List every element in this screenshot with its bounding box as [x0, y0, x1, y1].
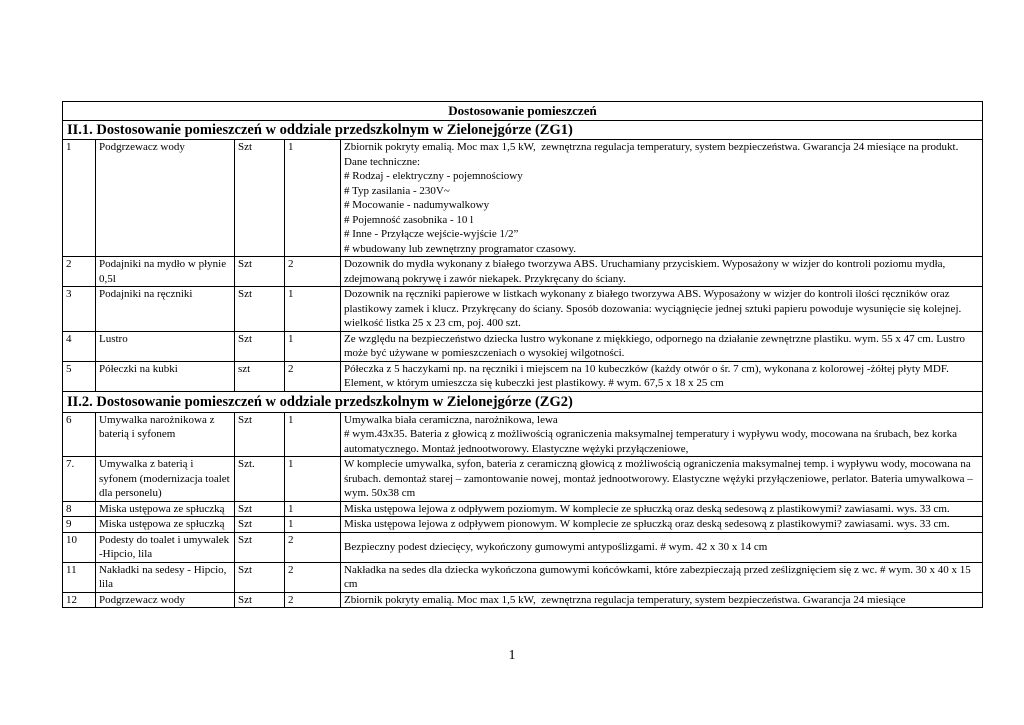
table-row	[63, 592, 983, 608]
description-line: # Mocowanie - nadumywalkowy	[344, 199, 490, 211]
item-unit: Szt	[235, 562, 285, 592]
description-line: # Pojemność zasobnika - 10 l	[344, 213, 474, 226]
item-unit: Szt	[235, 592, 285, 608]
row-number: 5	[63, 361, 96, 391]
description-line: Miska ustępowa lejowa z odpływem pionowym. W komplecie ze spłuczką oraz deską sedesową z plastikowymi? zawiasami. wys. 33 cm.	[344, 518, 950, 530]
item-unit: Szt	[235, 532, 285, 562]
item-unit: Szt	[235, 257, 285, 287]
description-line: Dozownik na ręczniki papierowe w listkach wykonany z białego tworzywa ABS. Wyposażony w wizjer do kontroli ilości ręczników oraz plastikowy zamek i klucz. Przykręcany do ściany. Sposób dozowania: wyciągnięcie jednej sztuki papieru powoduje wysunięcie się kolejnej. wielkość listka 25 x 23 cm, poj. 400 szt.	[344, 288, 964, 329]
item-unit: Szt	[235, 412, 285, 457]
description-line: Dozownik do mydła wykonany z białego tworzywa ABS. Uruchamiany przyciskiem. Wyposażony w wizjer do kontroli poziomu mydła, zdejmowaną pokrywę i zawór niekapek. Przykręcany do ściany.	[344, 258, 949, 285]
table-row	[63, 517, 983, 533]
item-quantity: 1	[285, 412, 341, 457]
item-quantity: 1	[285, 457, 341, 502]
row-number: 8	[63, 501, 96, 517]
item-description	[341, 592, 983, 608]
item-unit: Szt	[235, 331, 285, 361]
item-description	[341, 457, 983, 502]
item-quantity: 1	[285, 501, 341, 517]
page-number: 1	[508, 648, 516, 663]
section-header-zg1: II.1. Dostosowanie pomieszczeń w oddziale przedszkolnym w Zielonejgórze (ZG1)	[63, 121, 983, 140]
section-header-zg2: II.2. Dostosowanie pomieszczeń w oddziale przedszkolnym w Zielonejgórze (ZG2)	[63, 391, 983, 412]
table-row	[63, 412, 983, 457]
item-quantity: 2	[285, 257, 341, 287]
row-number: 1	[63, 140, 96, 257]
description-line: Umywalka biała ceramiczna, narożnikowa, lewa	[344, 413, 558, 426]
item-quantity: 2	[285, 592, 341, 608]
item-description	[341, 562, 983, 592]
item-name: Podgrzewacz wody	[96, 592, 235, 608]
item-description	[341, 412, 983, 457]
item-name: Nakładki na sedesy - Hipcio, lila	[96, 562, 235, 592]
item-unit: Szt	[235, 287, 285, 332]
item-description	[341, 287, 983, 332]
description-line: # Typ zasilania - 230V~	[344, 184, 450, 197]
description-line: # Inne - Przyłącze wejście-wyjście 1/2”	[344, 228, 519, 240]
item-unit: Szt	[235, 501, 285, 517]
description-line: Bezpieczny podest dziecięcy, wykończony gumowymi antypoślizgami. # wym. 42 x 30 x 14 cm	[344, 540, 768, 553]
description-line: Dane techniczne:	[344, 155, 421, 168]
item-quantity: 2	[285, 361, 341, 391]
table-row	[63, 361, 983, 391]
description-line: Nakładka na sedes dla dziecka wykończona gumowymi końcówkami, które zabezpieczają przed ześlizgnięciem się z wc. # wym. 30 x 40 x 15 cm	[344, 563, 974, 590]
item-description	[341, 532, 983, 562]
item-description	[341, 501, 983, 517]
item-name: Półeczki na kubki	[96, 361, 235, 391]
table-row	[63, 331, 983, 361]
item-description	[341, 517, 983, 533]
table-row	[63, 140, 983, 257]
equipment-table	[62, 101, 983, 608]
description-line: # wym.43x35. Bateria z głowicą z możliwością ograniczenia maksymalnej temperatury i wypływu wody, mocowana na śrubach, bez korka automatycznego. Montaż jednootworowy. Elastyczne wężyki przyłączeniowe,	[344, 428, 960, 455]
item-quantity: 1	[285, 517, 341, 533]
table-row	[63, 287, 983, 332]
table-title: Dostosowanie pomieszczeń	[63, 102, 983, 121]
item-unit: Szt	[235, 140, 285, 257]
item-name: Umywalka z baterią i syfonem (modernizacja toalet dla personelu)	[96, 457, 235, 502]
item-unit: Szt	[235, 517, 285, 533]
row-number: 4	[63, 331, 96, 361]
description-line: Ze względu na bezpieczeństwo dziecka lustro wykonane z miękkiego, odpornego na działanie zewnętrzne plastiku. wym. 55 x 47 cm. Lustro może być używane w pomieszczeniach o wysokiej wilgotności.	[344, 332, 968, 359]
row-number: 6	[63, 412, 96, 457]
row-number: 3	[63, 287, 96, 332]
item-unit: szt	[235, 361, 285, 391]
item-name: Podajniki na mydło w płynie 0,5l	[96, 257, 235, 287]
table-title-row	[63, 102, 983, 121]
row-number: 10	[63, 532, 96, 562]
table-body	[63, 102, 983, 608]
table-row	[63, 532, 983, 562]
item-description	[341, 361, 983, 391]
item-quantity: 1	[285, 140, 341, 257]
table-row	[63, 257, 983, 287]
table-row	[63, 457, 983, 502]
row-number: 12	[63, 592, 96, 608]
item-description	[341, 140, 983, 257]
item-name: Miska ustępowa ze spłuczką	[96, 501, 235, 517]
row-number: 2	[63, 257, 96, 287]
description-line: W komplecie umywalka, syfon, bateria z ceramiczną głowicą z możliwością ograniczenia maksymalnej temp. i wypływu wody, mocowana na śrubach. demontaż starej – zamontowanie nowej, montaż jednootworowy. Elastyczne wężyki przyłączeniowe, perlator. Bateria umywalkowa – wym. 50x38 cm	[344, 458, 976, 499]
item-name: Umywalka narożnikowa z baterią i syfonem	[96, 412, 235, 457]
item-description	[341, 331, 983, 361]
item-name: Podesty do toalet i umywalek -Hipcio, lila	[96, 532, 235, 562]
item-description	[341, 257, 983, 287]
table-row	[63, 562, 983, 592]
item-quantity: 1	[285, 287, 341, 332]
description-line: Miska ustępowa lejowa z odpływem poziomym. W komplecie ze spłuczką oraz deską sedesową z plastikowymi? zawiasami. wys. 33 cm.	[344, 502, 950, 515]
section-header-row	[63, 121, 983, 140]
description-line: # wbudowany lub zewnętrzny programator czasowy.	[344, 242, 577, 255]
item-quantity: 2	[285, 562, 341, 592]
item-name: Lustro	[96, 331, 235, 361]
description-line: # Rodzaj - elektryczny - pojemnościowy	[344, 170, 523, 182]
description-line: Zbiornik pokryty emalią. Moc max 1,5 kW, zewnętrzna regulacja temperatury, system bezpieczeństwa. Gwarancja 24 miesiące na produkt.	[344, 141, 959, 153]
description-line: Zbiornik pokryty emalią. Moc max 1,5 kW, zewnętrzna regulacja temperatury, system bezpieczeństwa. Gwarancja 24 miesiące	[344, 593, 906, 606]
item-unit: Szt.	[235, 457, 285, 502]
section-header-row	[63, 391, 983, 412]
item-name: Miska ustępowa ze spłuczką	[96, 517, 235, 533]
item-name: Podgrzewacz wody	[96, 140, 235, 257]
row-number: 11	[63, 562, 96, 592]
row-number: 9	[63, 517, 96, 533]
item-quantity: 1	[285, 331, 341, 361]
document-page	[62, 101, 983, 608]
table-row	[63, 501, 983, 517]
item-name: Podajniki na ręczniki	[96, 287, 235, 332]
item-quantity: 2	[285, 532, 341, 562]
row-number: 7.	[63, 457, 96, 502]
description-line: Półeczka z 5 haczykami np. na ręczniki i miejscem na 10 kubeczków (każdy otwór o śr. 7 cm), wykonana z kolorowej -żółtej płyty MDF. Element, w którym umieszcza się kubeczki jest plastikowy. # wym. 67,5 x 18 x 25 cm	[344, 362, 952, 389]
